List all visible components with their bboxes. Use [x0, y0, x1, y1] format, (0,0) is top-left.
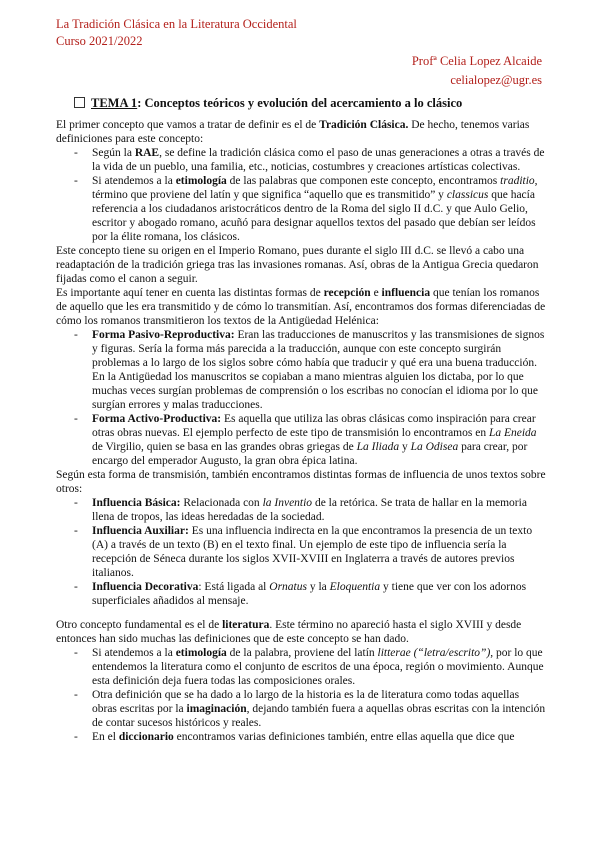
text-run: que hacía referencia a los ciudadanos aristocráticos dentro de la Roma del siglo II d.C. y que Aulo Gelio, escritor y abogado romano, acuñó para designar aquellos textos del pasado que debían ser leídos por la élite romana, los clásicos.	[92, 189, 536, 243]
bold-term: Tradición Clásica.	[319, 119, 409, 131]
header-left	[56, 16, 297, 50]
text-run: . Este término no apareció hasta el siglo XVIII y desde entonces han sido muchas las definiciones que de este concepto se han dado.	[56, 619, 522, 645]
text-run: y tiene que ver con los adornos superficiales añadidos al mensaje.	[92, 581, 527, 607]
italic-term: litterae (“letra/escrito”)	[377, 647, 491, 659]
bold-term: Forma Activo-Productiva:	[92, 413, 222, 425]
course-year: Curso 2021/2022	[56, 34, 143, 48]
checkbox-icon	[74, 97, 85, 108]
list-item	[56, 730, 546, 744]
list-item	[56, 174, 546, 244]
text-run: para crear, por encargo del emperador Augusto, la gran obra épica latina.	[92, 441, 528, 467]
bold-term: literatura	[222, 619, 270, 631]
text-run: Es una influencia indirecta en la que encontramos la presencia de un texto (A) a través de un texto (B) en el texto final. Un ejemplo de este tipo de influencia sería la recepción de Séneca durante los siglos XVII-XVIII en Inglaterra a través de autores previos italianos.	[92, 525, 533, 579]
bold-term: Influencia Decorativa	[92, 581, 199, 593]
list-item	[56, 524, 546, 580]
text-run: Es aquella que utiliza las obras clásicas como inspiración para crear otras obras nuevas. El ejemplo perfecto de este tipo de transmisión lo encontramos en	[92, 413, 536, 439]
list-item	[56, 328, 546, 412]
text-run: , por lo que entendemos la literatura como el conjunto de escritos de una época, región o movimiento. Aunque esta definición deja fuera todas las composiciones orales.	[92, 647, 544, 687]
list-item	[56, 496, 546, 524]
text-run: Según la	[92, 147, 135, 159]
italic-term: classicus	[446, 189, 489, 201]
author-name: Profª Celia Lopez Alcaide	[411, 54, 542, 68]
paragraph-recepcion	[56, 286, 546, 328]
italic-term: La Odisea	[410, 441, 459, 453]
author-email: celialopez@ugr.es	[450, 73, 542, 87]
text-run: Relacionada con	[180, 497, 263, 509]
text-run: Si atendemos a la	[92, 647, 176, 659]
text-run: De hecho, tenemos varias definiciones para este concepto:	[56, 119, 530, 145]
course-title: La Tradición Clásica en la Literatura Occidental	[56, 17, 297, 31]
header-right	[412, 52, 542, 90]
text-run: y la	[306, 581, 330, 593]
italic-term: Eloquentia	[329, 581, 381, 593]
bold-term: Influencia Básica:	[92, 497, 181, 509]
bold-term: etimología	[175, 647, 227, 659]
paragraph-literatura	[56, 618, 546, 646]
text-run: de las palabras que componen este concepto, encontramos	[226, 175, 501, 187]
section-title	[74, 96, 462, 111]
text-run: de la retórica. Se trata de hallar en la memoria llena de tropos, las ideas heredadas de la sociedad.	[92, 497, 527, 523]
bold-term: diccionario	[118, 731, 174, 743]
paragraph-origen: Este concepto tiene su origen en el Imperio Romano, pues durante el siglo III d.C. se llevó a cabo una readaptación de la tradición griega tras las invasiones romanas. Así, obras de la Antigua Grecia quedaron fijadas como el canon a seguir.	[56, 245, 539, 285]
list-item	[56, 412, 546, 468]
text-run: de la palabra, proviene del latín	[226, 647, 378, 659]
text-run: , dejando también fuera a aquellas obras escritas con la intención de contar sucesos históricos y reales.	[92, 703, 546, 729]
text-run: e	[370, 287, 382, 299]
text-run: El primer concepto que vamos a tratar de definir es el de	[56, 119, 320, 131]
italic-term: Ornatus	[269, 581, 307, 593]
italic-term: La Eneida	[488, 427, 537, 439]
text-run: Eran las traducciones de manuscritos y las transmisiones de signos y figuras. Sería la forma más parecida a la traducción, aunque con este concepto surgirán problemas a lo largo de los siglos sobre cómo había que traducir y qué era una buena traducción. En la Antigüedad los manuscritos se copiaban a mano mientras alguien los dictaba, por lo que muchas veces surgían problemas de comprensión o los escribas no conocían el idioma por lo que surgían errores y malas traducciones.	[92, 329, 545, 411]
document-body	[56, 118, 546, 744]
italic-term: La Iliada	[356, 441, 400, 453]
bold-term: imaginación	[186, 703, 247, 715]
text-run: y	[399, 441, 411, 453]
text-run: que tenían los romanos de aquello que les era transmitido y de cómo lo transmitían. Así, encontramos dos formas diferenciadas de cómo los romanos transmitieron los textos de la Antigüedad Helénica:	[56, 287, 546, 327]
spacer	[56, 608, 546, 618]
text-run: , término que proviene del latín y que significa “aquello que es transmitido” y	[92, 175, 538, 201]
italic-term: la Inventio	[262, 497, 313, 509]
text-run: encontramos varias definiciones también, entre ellas aquella que dice que	[173, 731, 515, 743]
bold-term: Forma Pasivo-Reproductiva:	[92, 329, 235, 341]
text-run: : Está ligada al	[198, 581, 270, 593]
bold-term: recepción	[323, 287, 371, 299]
paragraph-influencia: Según esta forma de transmisión, también encontramos distintas formas de influencia de unos textos sobre otros:	[56, 469, 546, 495]
bold-term: Influencia Auxiliar:	[92, 525, 189, 537]
bold-term: RAE	[134, 147, 160, 159]
list-item	[56, 688, 546, 730]
section-title-label: TEMA 1	[91, 96, 138, 110]
section-title-text: : Conceptos teóricos y evolución del acercamiento a lo clásico	[137, 96, 463, 110]
bold-term: influencia	[381, 287, 431, 299]
text-run: Otra definición que se ha dado a lo largo de la historia es la de literatura como todas aquellas obras escritas por la	[92, 689, 520, 715]
list-item	[56, 646, 546, 688]
literature-definitions-list	[56, 646, 546, 744]
transmission-forms-list	[56, 328, 546, 468]
list-item	[56, 580, 546, 608]
influence-list	[56, 496, 546, 608]
text-run: de Virgilio, quien se basa en las grandes obras griegas de	[92, 441, 357, 453]
text-run: Es importante aquí tener en cuenta las distintas formas de	[56, 287, 324, 299]
text-run: Si atendemos a la	[92, 175, 176, 187]
definitions-list	[56, 146, 546, 244]
italic-term: traditio	[500, 175, 535, 187]
text-run: Otro concepto fundamental es el de	[56, 619, 223, 631]
paragraph-tradicion	[56, 118, 546, 146]
bold-term: etimología	[175, 175, 227, 187]
text-run: En el	[92, 731, 119, 743]
list-item	[56, 146, 546, 174]
text-run: , se define la tradición clásica como el paso de unas generaciones a otras a través de la vida de un pueblo, una familia, etc., noticias, costumbres y creaciones artísticas colectivas.	[92, 147, 545, 173]
